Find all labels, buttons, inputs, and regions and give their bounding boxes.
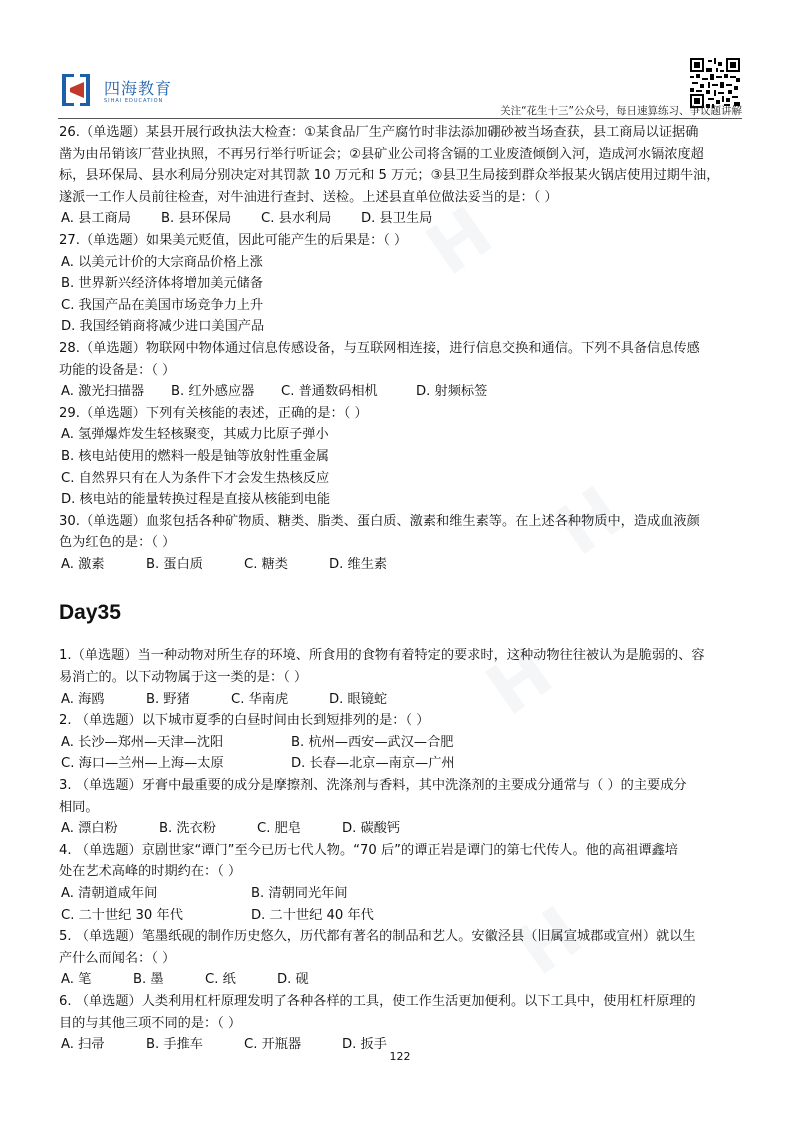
question-text-line: 30.（单选题）血浆包括各种矿物质、糖类、脂类、蛋白质、激素和维生素等。在上述各种物质中，造成血液颜 (59, 513, 700, 529)
answer-option[interactable]: C. 开瓶器 (244, 1037, 302, 1053)
answer-option[interactable]: A. 漂白粉 (61, 821, 118, 837)
watermark: H (541, 470, 637, 572)
question-q29 (59, 403, 749, 511)
answer-option[interactable]: A. 笔 (61, 972, 92, 988)
answer-option[interactable]: B. 世界新兴经济体将增加美元储备 (61, 276, 264, 292)
answer-option[interactable]: D. 维生素 (329, 556, 388, 572)
question-q28 (59, 338, 749, 403)
questions-section-b (59, 645, 749, 1055)
question-text-line: 凿为由吊销该厂营业执照，不再另行举行听证会；②县矿业公司将含镉的工业废渣倾倒入河，造成河水镉浓度超 (59, 146, 704, 162)
answer-option[interactable]: B. 杭州—西安—武汉—合肥 (291, 734, 454, 750)
answer-option[interactable]: C. 县水利局 (261, 211, 332, 227)
question-d5 (59, 926, 749, 991)
answer-options-row (59, 732, 749, 754)
answer-option[interactable]: C. 糖类 (244, 556, 288, 572)
question-text-line: 27.（单选题）如果美元贬值，因此可能产生的后果是：（ ） (59, 232, 408, 248)
header-slogan: 关注“花生十三”公众号，每日速算练习、争议题讲解 (500, 105, 742, 117)
qr-code-icon (690, 58, 740, 108)
answer-option[interactable]: D. 眼镜蛇 (329, 691, 388, 707)
watermark: H (471, 630, 567, 732)
answer-option[interactable]: D. 扳手 (342, 1037, 387, 1053)
answer-option[interactable]: C. 我国产品在美国市场竞争力上升 (61, 297, 264, 313)
logo-mark-icon (60, 70, 98, 110)
question-text-line: 28.（单选题）物联网中物体通过信息传感设备，与互联网相连接，进行信息交换和通信。下列不具备信息传感 (59, 340, 700, 356)
answer-option[interactable]: D. 射频标签 (416, 384, 488, 400)
answer-options-row (59, 554, 749, 576)
answer-options-row (59, 381, 749, 403)
question-text-line: 相同。 (59, 799, 99, 815)
page-content (59, 122, 749, 1056)
answer-option[interactable]: D. 县卫生局 (361, 211, 433, 227)
question-text-line: 标，县环保局、县水利局分别决定对其罚款 10 万元和 5 万元；③县卫生局接到群众举报某火锅店使用过期牛油， (59, 168, 720, 184)
question-d2 (59, 710, 749, 775)
answer-option[interactable]: A. 扫帚 (61, 1037, 105, 1053)
page-number: 122 (389, 1050, 411, 1063)
question-text-line: 1.（单选题）当一种动物对所生存的环境、所食用的食物有着特定的要求时，这种动物往往被认为是脆弱的、容 (59, 648, 705, 664)
question-d3 (59, 775, 749, 840)
answer-option[interactable]: C. 纸 (205, 972, 236, 988)
answer-options-row (59, 883, 749, 905)
question-text-line: 29.（单选题）下列有关核能的表述，正确的是：（ ） (59, 405, 368, 421)
question-text-line: 5. （单选题）笔墨纸砚的制作历史悠久，历代都有著名的制品和艺人。安徽泾县（旧属宣城郡或宣州）就以生 (59, 929, 696, 945)
question-q26 (59, 122, 749, 230)
answer-option[interactable]: D. 砚 (277, 972, 309, 988)
question-text-line: 易消亡的。以下动物属于这一类的是：（ ） (59, 670, 308, 686)
answer-option[interactable]: B. 洗衣粉 (159, 821, 216, 837)
answer-option[interactable]: A. 清朝道咸年间 (61, 886, 158, 901)
question-q27 (59, 230, 749, 338)
question-text-line: 3. （单选题）牙膏中最重要的成分是摩擦剂、洗涤剂与香料，其中洗涤剂的主要成分通常与（ ）的主要成分 (59, 778, 687, 794)
logo (60, 70, 180, 114)
answer-option[interactable]: A. 长沙—郑州—天津—沈阳 (61, 734, 224, 750)
question-text-line: 处在艺术高峰的时期约在：（ ） (59, 864, 242, 880)
answer-option[interactable]: D. 碳酸钙 (342, 821, 401, 837)
logo-text: 四海教育 (104, 79, 173, 98)
day-title: Day35 (59, 601, 121, 625)
answer-option[interactable]: D. 核电站的能量转换过程是直接从核能到电能 (61, 492, 331, 508)
answer-option[interactable]: B. 手推车 (146, 1037, 203, 1053)
question-text-line: 26.（单选题）某县开展行政执法大检查：①某食品厂生产腐竹时非法添加硼砂被当场查获，县工商局以证据确 (59, 125, 699, 140)
question-text-line: 产什么而闻名：（ ） (59, 950, 176, 966)
answer-option[interactable]: A. 氢弹爆炸发生轻核聚变，其威力比原子弹小 (61, 427, 329, 443)
answer-option[interactable]: B. 红外感应器 (171, 384, 255, 400)
question-text-line: 色为红色的是：（ ） (59, 535, 176, 551)
question-d1 (59, 645, 749, 710)
question-text-line: 目的与其他三项不同的是：（ ） (59, 1015, 242, 1031)
questions-section-a (59, 122, 749, 575)
answer-options-row (59, 969, 749, 991)
page-header (0, 0, 800, 120)
answer-option[interactable]: C. 肥皂 (257, 821, 301, 837)
question-d6 (59, 991, 749, 1056)
answer-option[interactable]: B. 野猪 (146, 691, 190, 707)
answer-option[interactable]: C. 海口—兰州—上海—太原 (61, 756, 224, 772)
answer-options-row (59, 689, 749, 711)
answer-options-row (59, 208, 749, 230)
answer-option[interactable]: B. 墨 (133, 972, 164, 988)
answer-option[interactable]: A. 海鸥 (61, 691, 105, 707)
answer-option[interactable]: D. 长春—北京—南京—广州 (291, 756, 455, 772)
answer-option[interactable]: B. 核电站使用的燃料一般是铀等放射性重金属 (61, 448, 329, 464)
answer-option[interactable]: A. 激素 (61, 556, 105, 572)
answer-option[interactable]: C. 二十世纪 30 年代 (61, 907, 183, 923)
logo-subtitle: SIHAI EDUCATION (104, 98, 164, 104)
question-text-line: 遂派一工作人员前往检查，对牛油进行查封、送检。上述县直单位做法妥当的是：（ ） (59, 189, 558, 205)
answer-option[interactable]: D. 二十世纪 40 年代 (251, 907, 374, 923)
answer-option[interactable]: C. 自然界只有在人为条件下才会发生热核反应 (61, 470, 330, 486)
answer-options-row (59, 753, 749, 775)
answer-option[interactable]: C. 华南虎 (231, 691, 289, 707)
question-text-line: 2. （单选题）以下城市夏季的白昼时间由长到短排列的是：（ ） (59, 713, 430, 729)
header-divider (58, 118, 742, 119)
answer-option[interactable]: A. 县工商局 (61, 211, 131, 227)
answer-option[interactable]: B. 清朝同光年间 (251, 886, 348, 901)
answer-option[interactable]: A. 激光扫描器 (61, 384, 145, 400)
watermark: H (501, 890, 597, 992)
question-q30 (59, 511, 749, 576)
answer-option[interactable]: B. 县环保局 (161, 211, 232, 227)
answer-option[interactable]: B. 蛋白质 (146, 556, 203, 572)
answer-option[interactable]: D. 我国经销商将减少进口美国产品 (61, 319, 265, 335)
answer-options-row (59, 905, 749, 927)
watermark: H (411, 190, 507, 292)
question-text-line: 4. （单选题）京剧世家“谭门”至今已历七代人物。“70 后”的谭正岩是谭门的第七代传人。他的高祖谭鑫培 (59, 842, 678, 858)
answer-option[interactable]: A. 以美元计价的大宗商品价格上涨 (61, 254, 263, 270)
question-d4 (59, 840, 749, 926)
answer-options-row (59, 818, 749, 840)
question-text-line: 6. （单选题）人类利用杠杆原理发明了各种各样的工具，使工作生活更加便利。以下工具中，使用杠杆原理的 (59, 993, 696, 1009)
answer-option[interactable]: C. 普通数码相机 (281, 384, 378, 400)
question-text-line: 功能的设备是：（ ） (59, 362, 176, 378)
